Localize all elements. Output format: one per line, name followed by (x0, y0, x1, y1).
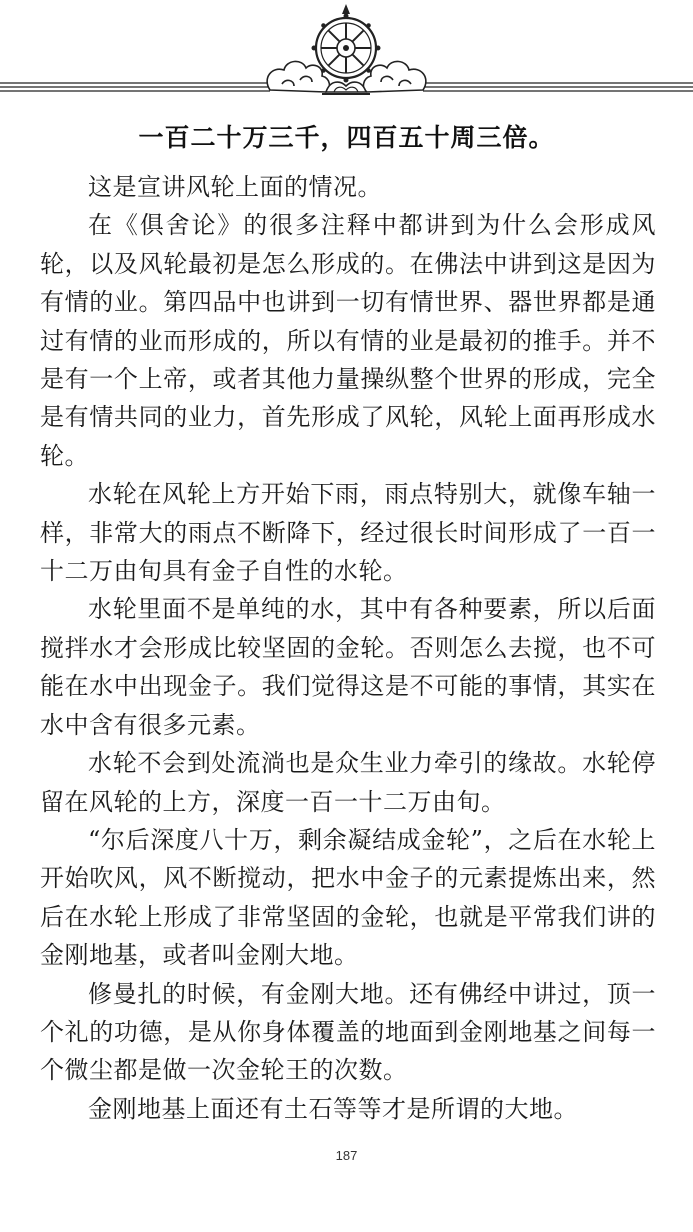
paragraph: 修曼扎的时候，有金刚大地。还有佛经中讲过，顶一个礼的功德，是从你身体覆盖的地面到金刚地基之间每一个微尘都是做一次金轮王的次数。 (40, 979, 656, 1085)
paragraph: 这是宣讲风轮上面的情况。 (88, 173, 382, 201)
paragraph: 金刚地基上面还有土石等等才是所谓的大地。 (88, 1094, 578, 1123)
paragraph: 水轮不会到处流淌也是众生业力牵引的缘故。水轮停留在风轮的上方，深度一百一十二万由旬。 (40, 749, 656, 816)
cloud-ornament-left (267, 61, 329, 92)
verse-title: 一百二十万三千，四百五十周三倍。 (138, 123, 555, 152)
body-text (40, 168, 656, 1128)
page-number: 187 (335, 1148, 358, 1163)
paragraph: 在《俱舍论》的很多注释中都讲到为什么会形成风轮，以及风轮最初是怎么形成的。在佛法中讲到这是因为有情的业。第四品中也讲到一切有情世界、器世界都是通过有情的业而形成的，所以有情的业是最初的推手。并不是有一个上帝，或者其他力量操纵整个世界的形成，完全是有情共同的业力，首先形成了风轮，风轮上面再形成水轮。 (40, 211, 656, 470)
cloud-ornament-right (364, 61, 426, 92)
paragraph: 水轮里面不是单纯的水，其中有各种要素，所以后面搅拌水才会形成比较坚固的金轮。否则怎么去搅，也不可能在水中出现金子。我们觉得这是不可能的事情，其实在水中含有很多元素。 (40, 595, 656, 739)
header-ornament (0, 0, 693, 110)
page-header (0, 0, 693, 110)
paragraph: “尔后深度八十万，剩余凝结成金轮”，之后在水轮上开始吹风，风不断搅动，把水中金子的元素提炼出来，然后在水轮上形成了非常坚固的金轮，也就是平常我们讲的金刚地基，或者叫金刚大地。 (40, 825, 656, 970)
paragraph: 水轮在风轮上方开始下雨，雨点特别大，就像车轴一样，非常大的雨点不断降下，经过很长时间形成了一百一十二万由旬具有金子自性的水轮。 (40, 480, 656, 586)
